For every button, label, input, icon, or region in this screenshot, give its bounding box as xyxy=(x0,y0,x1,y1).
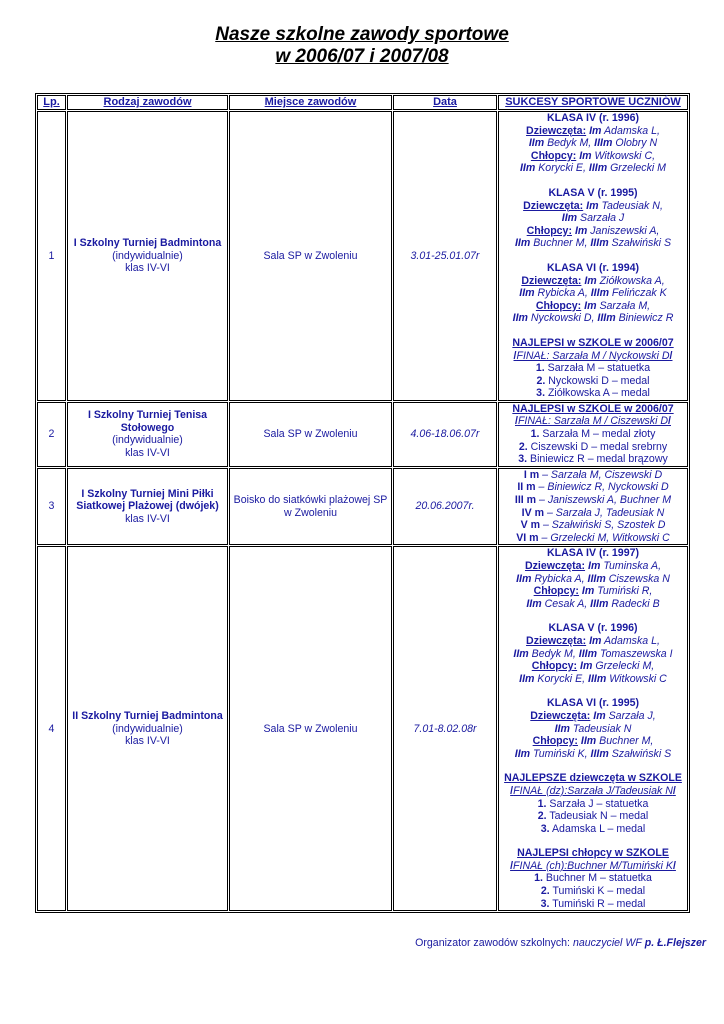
final-line: /FINAŁ: Sarzała M / Ciszewski D/ xyxy=(514,415,671,428)
place-mark: IIIm xyxy=(590,747,609,760)
competition-type: (indywidualnie) xyxy=(112,434,183,447)
place-mark: Im xyxy=(579,149,592,162)
podium-number: 2. xyxy=(537,810,547,823)
place-mark: Im xyxy=(589,124,602,137)
podium-text: Buchner M – statuetka xyxy=(542,872,652,885)
header-sukcesy: SUKCESY SPORTOWE UCZNIÓW xyxy=(498,95,688,110)
class-heading: KLASA VI (r. 1995) xyxy=(546,697,640,710)
podium-text: Tumiński K – medal xyxy=(549,885,646,898)
organizer-footer xyxy=(0,937,706,949)
place-mark: IIm xyxy=(519,287,535,300)
boys-label: Chłopcy: xyxy=(535,299,582,312)
podium-number: 1. xyxy=(534,872,543,885)
place-mark: IIm xyxy=(512,312,528,325)
podium-text: Adamska L – medal xyxy=(549,822,646,835)
place-mark: VI m xyxy=(516,531,539,544)
date-cell: 20.06.2007r. xyxy=(393,468,497,546)
result-names: Ziółkowska A, xyxy=(596,274,665,287)
result-names: Witkowski C xyxy=(606,672,667,685)
boys-label: Chłopcy: xyxy=(533,585,579,598)
competition-name: I Szkolny Turniej Mini Piłki Siatkowej Plażowej (dwójek) xyxy=(76,487,219,513)
result-line xyxy=(501,481,685,494)
competition-type: (indywidualnie) xyxy=(112,722,183,735)
result-names: Grzelecki M xyxy=(607,162,666,175)
result-line xyxy=(501,287,685,300)
place-cell: Boisko do siatkówki plażowej SP w Zwoleniu xyxy=(229,468,392,546)
result-line xyxy=(501,125,685,138)
result-names: Biniewicz R xyxy=(615,312,674,325)
table-row xyxy=(37,546,688,911)
place-mark: IIIm xyxy=(590,597,609,610)
result-line xyxy=(501,225,685,238)
place-mark: IIIm xyxy=(590,287,609,300)
competitions-table xyxy=(35,93,690,913)
podium-number: 2. xyxy=(540,885,550,898)
boys-label: Chłopcy: xyxy=(530,149,577,162)
boys-label: Chłopcy: xyxy=(526,224,572,237)
place-mark: Im xyxy=(584,274,597,287)
result-line xyxy=(501,648,685,661)
table-row xyxy=(37,111,688,401)
girls-label: Dziewczęta: xyxy=(526,124,587,137)
final-line: /FINAŁ (ch):Buchner M/Tumiński K/ xyxy=(510,859,676,872)
podium-line xyxy=(501,810,685,823)
result-line xyxy=(501,275,685,288)
final-text: FINAŁ (dz):Sarzała J/Tadeusiak N xyxy=(513,784,673,797)
result-line xyxy=(501,673,685,686)
podium-text: Nyckowski D – medal xyxy=(545,374,650,387)
result-names: Adamska L, xyxy=(601,634,660,647)
place-mark: IIIm xyxy=(588,672,607,685)
result-names: Tadeusiak N, xyxy=(598,199,663,212)
final-line: /FINAŁ (dz):Sarzała J/Tadeusiak N/ xyxy=(510,784,676,797)
place-mark: IIIm xyxy=(594,137,613,150)
podium-text: Sarzała M – medal złoty xyxy=(539,428,656,441)
place-mark: IIm xyxy=(514,237,531,250)
header-miejsce: Miejsce zawodów xyxy=(229,95,392,110)
result-names: Cesak A, xyxy=(541,597,591,610)
podium-number: 3. xyxy=(518,453,528,466)
girls-label: Dziewczęta: xyxy=(530,709,591,722)
result-line xyxy=(501,494,685,507)
result-line xyxy=(501,585,685,598)
result-line xyxy=(501,162,685,175)
result-names: Szałwiński S xyxy=(608,747,672,760)
result-names: Grzelecki M, xyxy=(592,660,655,673)
place-cell: Sala SP w Zwoleniu xyxy=(229,546,392,911)
header-lp: Lp. xyxy=(37,95,66,110)
result-names: Korycki E, xyxy=(534,672,589,685)
place-mark: IIm xyxy=(516,572,532,585)
class-heading: KLASA IV (r. 1997) xyxy=(546,547,640,560)
result-line xyxy=(501,735,685,748)
result-line xyxy=(501,200,685,213)
result-line xyxy=(501,710,685,723)
place-mark: IIIm xyxy=(590,237,609,250)
result-names: – Janiszewski A, Buchner M xyxy=(536,494,672,507)
result-names: Tumiński K, xyxy=(530,747,591,760)
row-number: 4 xyxy=(37,546,66,911)
spacer xyxy=(501,685,685,697)
result-names: – Biniewicz R, Nyckowski D xyxy=(535,481,669,494)
result-names: Sarzała J, xyxy=(605,709,656,722)
result-names: – Grzelecki M, Witkowski C xyxy=(538,531,670,544)
result-line xyxy=(501,598,685,611)
successes-cell xyxy=(498,468,688,546)
class-heading: KLASA V (r. 1996) xyxy=(548,622,638,635)
competition-cell xyxy=(67,402,228,467)
place-mark: IIm xyxy=(514,747,531,760)
result-names: Rybicka A, xyxy=(534,287,591,300)
result-names: Tuminska A, xyxy=(600,560,662,572)
spacer xyxy=(501,250,685,262)
place-mark: Im xyxy=(589,634,602,647)
table-row xyxy=(37,468,688,546)
competition-name: II Szkolny Turniej Badmintona xyxy=(72,709,223,722)
result-line xyxy=(501,150,685,163)
best-heading: NAJLEPSI w SZKOLE w 2006/07 xyxy=(512,336,674,349)
result-line xyxy=(501,560,685,573)
place-mark: IIm xyxy=(519,162,536,175)
result-names: Bedyk M, xyxy=(528,647,579,660)
row-number: 1 xyxy=(37,111,66,401)
result-names: Tadeusiak N xyxy=(569,722,632,735)
boys-label: Chłopcy: xyxy=(532,735,578,748)
class-heading: KLASA VI (r. 1994) xyxy=(546,261,640,274)
podium-text: Ziółkowska A – medal xyxy=(545,387,650,400)
spacer xyxy=(501,175,685,187)
place-cell: Sala SP w Zwoleniu xyxy=(229,402,392,467)
place-mark: IIm xyxy=(561,212,578,225)
podium-number: 2. xyxy=(536,374,546,387)
successes-cell xyxy=(498,111,688,401)
competition-classes: klas IV-VI xyxy=(125,446,170,459)
competition-type: (indywidualnie) xyxy=(112,249,183,262)
podium-number: 1. xyxy=(535,362,545,375)
place-mark: IIm xyxy=(580,735,597,748)
podium-line xyxy=(501,362,685,375)
place-mark: IIIm xyxy=(597,312,616,325)
final-line: /FINAŁ: Sarzała M / Nyckowski D/ xyxy=(513,349,673,362)
result-names: Korycki E, xyxy=(535,162,589,175)
table-row xyxy=(37,402,688,467)
final-text: FINAŁ: Sarzała M / Nyckowski D xyxy=(516,349,670,362)
result-names: Ciszewska N xyxy=(605,572,670,585)
place-mark: IIm xyxy=(526,597,542,610)
place-mark: V m xyxy=(520,519,541,532)
table-header-row xyxy=(37,95,688,110)
competition-name: I Szkolny Turniej Badmintona xyxy=(73,237,222,250)
spacer xyxy=(501,325,685,337)
row-number: 2 xyxy=(37,402,66,467)
spacer xyxy=(501,760,685,772)
final-text: FINAŁ: Sarzała M / Ciszewski D xyxy=(517,415,669,428)
place-mark: Im xyxy=(588,560,601,572)
organizer-name: p. Ł.Flejszer xyxy=(641,937,706,949)
podium-number: 3. xyxy=(536,387,546,400)
result-names: Tomaszewska I xyxy=(597,647,673,660)
podium-number: 2. xyxy=(518,440,528,453)
podium-text: Sarzała J – statuetka xyxy=(546,797,649,810)
result-names: Olobry N xyxy=(612,137,658,150)
competition-cell xyxy=(67,546,228,911)
result-line xyxy=(501,300,685,313)
competition-classes: klas IV-VI xyxy=(125,735,170,748)
competition-name: I Szkolny Turniej Tenisa Stołowego xyxy=(87,409,208,434)
podium-line xyxy=(501,428,685,441)
place-mark: IIIm xyxy=(588,162,608,175)
place-mark: IIm xyxy=(513,647,529,660)
place-mark: IIm xyxy=(519,672,535,685)
result-names: Rybicka A, xyxy=(531,572,588,585)
date-cell: 4.06-18.06.07r xyxy=(393,402,497,467)
title-line-2: w 2006/07 i 2007/08 xyxy=(275,46,449,67)
result-line xyxy=(501,312,685,325)
row-number: 3 xyxy=(37,468,66,546)
result-names: – Sarzała J, Tadeusiak N xyxy=(544,506,665,519)
podium-number: 3. xyxy=(540,897,550,910)
successes-cell xyxy=(498,546,688,911)
date-cell: 3.01-25.01.07r xyxy=(393,111,497,401)
podium-number: 3. xyxy=(540,822,550,835)
place-mark: IIm xyxy=(528,137,545,150)
place-mark: II m xyxy=(517,481,536,494)
result-names: Sarzała J xyxy=(577,212,625,225)
result-line xyxy=(501,532,685,545)
result-names: Witkowski C, xyxy=(591,149,656,162)
podium-line xyxy=(501,453,685,466)
place-mark: IIm xyxy=(554,722,570,735)
podium-line xyxy=(501,823,685,836)
podium-text: Biniewicz R – medal brązowy xyxy=(527,453,668,466)
result-names: – Szałwiński S, Szostek D xyxy=(540,519,666,532)
place-mark: Im xyxy=(581,585,595,598)
result-line xyxy=(501,519,685,532)
best-heading: NAJLEPSI w SZKOLE w 2006/07 xyxy=(512,402,674,415)
title-line-1: Nasze szkolne zawody sportowe xyxy=(215,24,509,45)
result-names: Felińczak K xyxy=(608,287,667,300)
place-mark: III m xyxy=(514,494,537,507)
result-line xyxy=(501,469,685,482)
result-names: Adamska L, xyxy=(601,124,660,137)
result-names: Szałwiński S xyxy=(608,237,672,250)
competition-classes: klas IV-VI xyxy=(125,262,170,275)
place-mark: Im xyxy=(580,660,593,673)
podium-line xyxy=(501,898,685,911)
result-line xyxy=(501,137,685,150)
place-mark: IIIm xyxy=(578,647,598,660)
podium-text: Ciszewski D – medal srebrny xyxy=(527,440,668,453)
result-line xyxy=(501,237,685,250)
podium-line xyxy=(501,872,685,885)
final-text: FINAŁ (ch):Buchner M/Tumiński K xyxy=(513,859,673,872)
podium-text: Tumiński R – medal xyxy=(549,897,646,910)
podium-line xyxy=(501,798,685,811)
class-heading: KLASA IV (r. 1996) xyxy=(546,112,640,124)
place-mark: I m xyxy=(523,468,540,481)
result-names: Sarzała M, xyxy=(596,299,651,312)
competition-cell xyxy=(67,468,228,546)
place-mark: IIIm xyxy=(587,572,606,585)
girls-label: Dziewczęta: xyxy=(521,274,582,287)
organizer-label: Organizator zawodów szkolnych: xyxy=(415,937,573,949)
result-line xyxy=(501,748,685,761)
competition-classes: klas IV-VI xyxy=(125,512,170,525)
document-title xyxy=(0,24,724,68)
girls-label: Dziewczęta: xyxy=(526,634,587,647)
place-mark: Im xyxy=(584,299,597,312)
podium-text: Sarzała M – statuetka xyxy=(544,362,651,375)
podium-line xyxy=(501,375,685,388)
podium-line xyxy=(501,387,685,400)
podium-line xyxy=(501,885,685,898)
spacer xyxy=(501,610,685,622)
podium-line xyxy=(501,441,685,454)
girls-label: Dziewczęta: xyxy=(524,560,586,572)
place-mark: Im xyxy=(586,199,599,212)
result-names: Radecki B xyxy=(608,597,660,610)
class-heading: KLASA V (r. 1995) xyxy=(548,186,638,199)
best-boys-heading: NAJLEPSI chłopcy w SZKOLE xyxy=(517,847,669,860)
place-cell: Sala SP w Zwoleniu xyxy=(229,111,392,401)
result-line xyxy=(501,660,685,673)
spacer xyxy=(501,835,685,847)
result-line xyxy=(501,212,685,225)
result-names: Bedyk M, xyxy=(544,137,595,150)
date-cell: 7.01-8.02.08r xyxy=(393,546,497,911)
competition-cell xyxy=(67,111,228,401)
result-names: Buchner M, xyxy=(530,237,591,250)
result-names: – Sarzała M, Ciszewski D xyxy=(539,468,663,481)
organizer-role: nauczyciel WF xyxy=(572,937,642,949)
place-mark: IV m xyxy=(521,506,545,519)
result-names: Tumiński R, xyxy=(594,585,653,598)
result-line xyxy=(501,723,685,736)
best-girls-heading: NAJLEPSZE dziewczęta w SZKOLE xyxy=(504,772,682,785)
girls-label: Dziewczęta: xyxy=(523,199,584,212)
result-names: Buchner M, xyxy=(596,735,654,748)
podium-number: 1. xyxy=(537,797,547,810)
result-line xyxy=(501,507,685,520)
podium-text: Tadeusiak N – medal xyxy=(546,810,649,823)
header-data: Data xyxy=(393,95,497,110)
result-names: Janiszewski A, xyxy=(587,224,660,237)
result-line xyxy=(501,635,685,648)
result-line xyxy=(501,573,685,586)
place-mark: Im xyxy=(593,709,606,722)
boys-label: Chłopcy: xyxy=(531,660,578,673)
header-rodzaj: Rodzaj zawodów xyxy=(67,95,228,110)
place-mark: Im xyxy=(574,224,588,237)
podium-number: 1. xyxy=(530,428,540,441)
successes-cell xyxy=(498,402,688,467)
result-names: Nyckowski D, xyxy=(527,312,598,325)
